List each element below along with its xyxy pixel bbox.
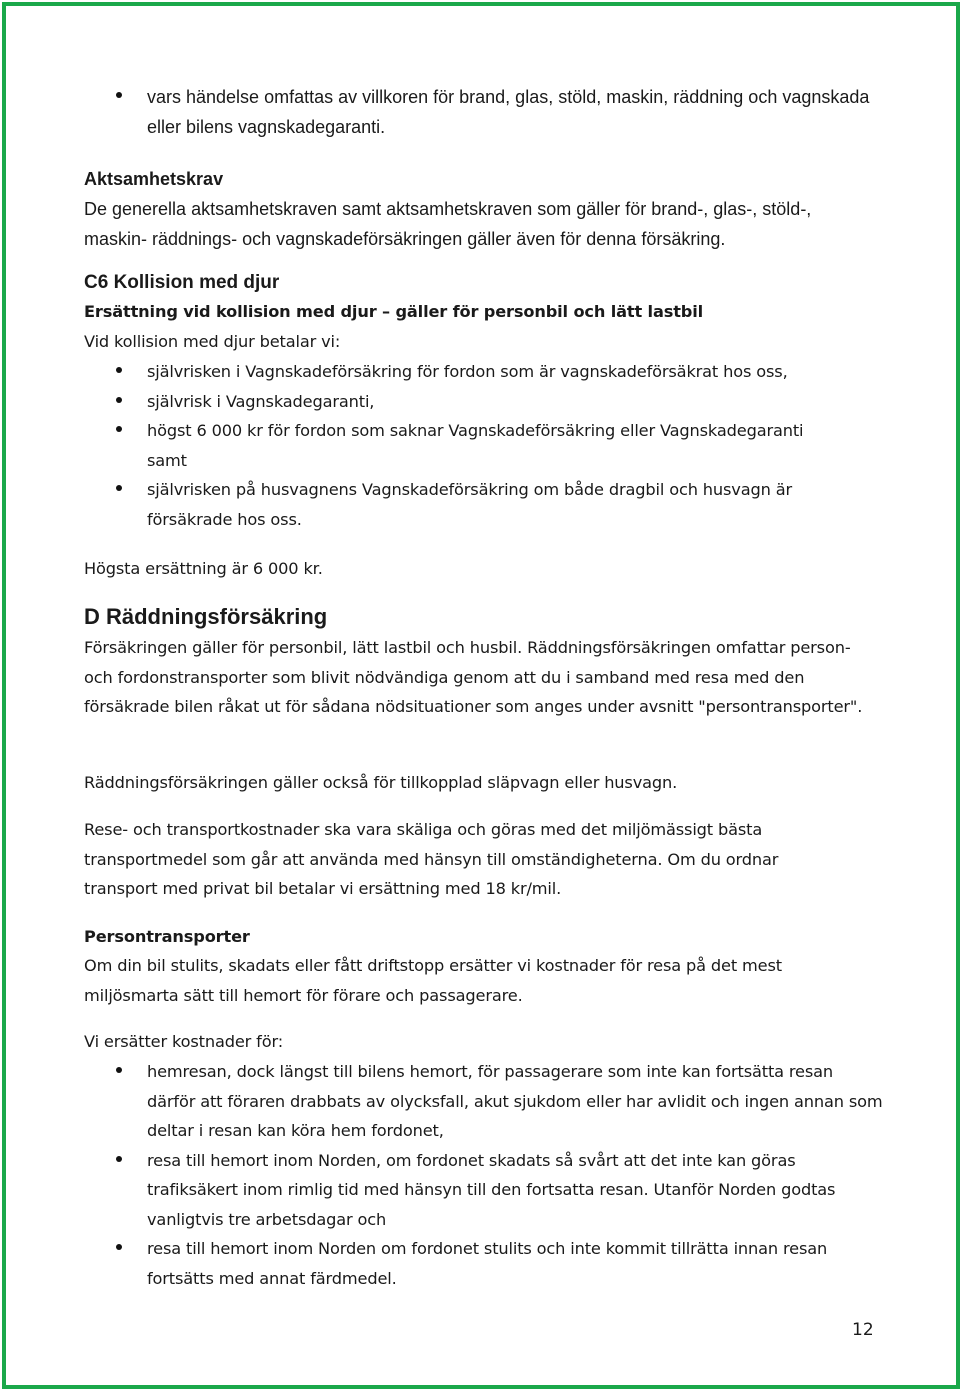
section-c6-subheading: Ersättning vid kollision med djur – gäller för personbil och lätt lastbil bbox=[84, 302, 704, 321]
list-item: vars händelse omfattas av villkoren för brand, glas, stöld, maskin, räddning och vagnskada eller bilens vagnskadegaranti. bbox=[84, 82, 884, 142]
list-item: högst 6 000 kr för fordon som saknar Vagnskadeförsäkring eller Vagnskadegaranti samt bbox=[84, 416, 844, 475]
persontransporter-heading: Persontransporter bbox=[84, 927, 250, 946]
persontransporter-bullet-list bbox=[84, 1057, 884, 1293]
list-item: hemresan, dock längst till bilens hemort, för passagerare som inte kan fortsätta resan därför att föraren drabbats av olycksfall, akut sjukdom eller har avlidit och ingen annan som deltar i resan kan köra hem fordonet, bbox=[84, 1057, 884, 1146]
section-c6-max: Högsta ersättning är 6 000 kr. bbox=[84, 559, 323, 578]
page-number: 12 bbox=[852, 1320, 874, 1340]
section-d-paragraph-3: Rese- och transportkostnader ska vara skäliga och göras med det miljömässigt bästa transportmedel som går att använda med hänsyn till omständigheterna. Om du ordnar transport med privat bil betalar vi ersättning med 18 kr/mil. bbox=[84, 820, 779, 898]
section-d-heading: D Räddningsförsäkring bbox=[84, 604, 328, 629]
section-d-paragraph-1: Försäkringen gäller för personbil, lätt lastbil och husbil. Räddningsförsäkringen omfattar person- och fordonstransporter som blivit nödvändiga genom att du i samband med resa med den försäkrade bilen råkat ut för sådana nödsituationer som anges under avsnitt "persontransporter". bbox=[84, 638, 863, 716]
intro-bullet-list bbox=[84, 82, 884, 142]
persontransporter-intro: Vi ersätter kostnader för: bbox=[84, 1032, 284, 1051]
list-item: självrisken på husvagnens Vagnskadeförsäkring om både dragbil och husvagn är försäkrade hos oss. bbox=[84, 475, 844, 534]
persontransporter-text: Om din bil stulits, skadats eller fått driftstopp ersätter vi kostnader för resa på det mest miljösmarta sätt till hemort för förare och passagerare. bbox=[84, 956, 782, 1005]
aktsamhet-heading: Aktsamhetskrav bbox=[84, 169, 224, 189]
c6-bullet-list bbox=[84, 357, 844, 534]
section-c6-intro: Vid kollision med djur betalar vi: bbox=[84, 332, 341, 351]
aktsamhet-text: De generella aktsamhetskraven samt aktsamhetskraven som gäller för brand-, glas-, stöld-, maskin- räddnings- och vagnskadeförsäkringen gäller även för denna försäkring. bbox=[84, 199, 812, 249]
list-item: resa till hemort inom Norden, om fordonet skadats så svårt att det inte kan göras trafiksäkert inom rimlig tid med hänsyn till den fortsatta resan. Utanför Norden godtas vanligtvis tre arbetsdagar och bbox=[84, 1146, 884, 1235]
section-d-paragraph-2: Räddningsförsäkringen gäller också för tillkopplad släpvagn eller husvagn. bbox=[84, 773, 678, 792]
list-item: självrisken i Vagnskadeförsäkring för fordon som är vagnskadeförsäkrat hos oss, bbox=[84, 357, 844, 387]
list-item: resa till hemort inom Norden om fordonet stulits och inte kommit tillrätta innan resan fortsätts med annat färdmedel. bbox=[84, 1234, 884, 1293]
section-c6-heading: C6 Kollision med djur bbox=[84, 272, 280, 293]
list-item: självrisk i Vagnskadegaranti, bbox=[84, 387, 844, 417]
